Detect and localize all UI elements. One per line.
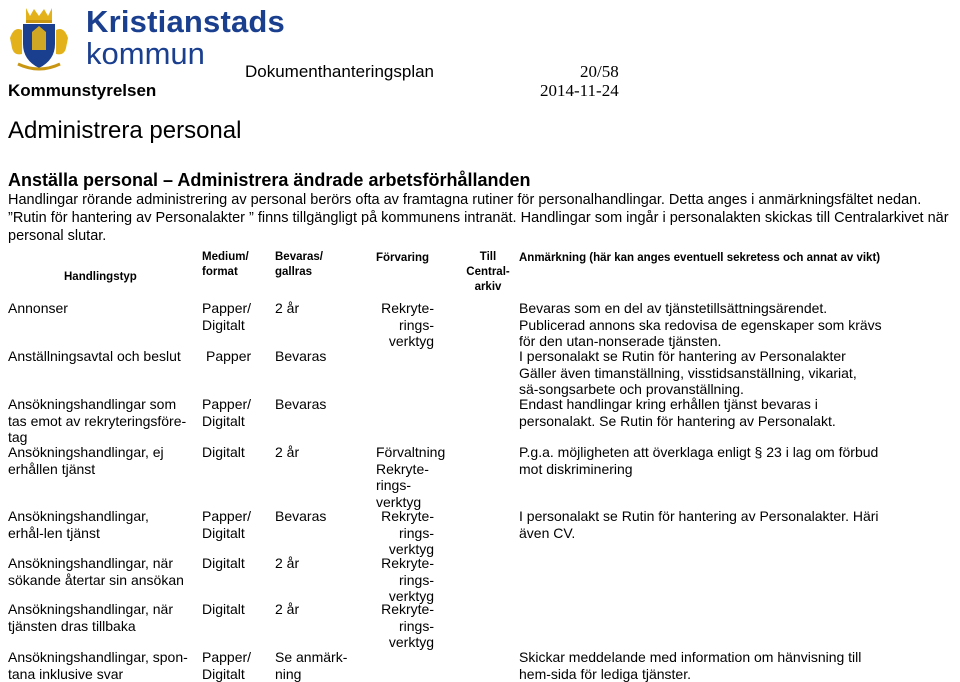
cell-type: Ansökningshandlingar, erhål-len tjänst [8,508,149,541]
cell-type: Ansökningshandlingar, spon-tana inklusive svar [8,649,188,682]
cell-note: Endast handlingar kring erhållen tjänst bevaras i personalakt. Se Rutin för hantering av Personalakt. [519,396,836,429]
cell-keep: 2 år [275,300,300,316]
cell-note: I personalakt se Rutin för hantering av Personalakter. Häri även CV. [519,508,879,541]
cell-keep: Bevaras [275,396,327,412]
cell-type: Anställningsavtal och beslut [8,348,181,364]
document-name: Dokumenthanteringsplan [245,62,435,81]
cell-type: Ansökningshandlingar, när tjänsten dras tillbaka [8,601,174,634]
cell-keep: 2 år [275,555,300,571]
document-date: 2014-11-24 [540,81,619,100]
cell-medium: Papper/ Digitalt [202,396,252,429]
cell-keep: Bevaras [275,348,327,364]
cell-medium: Papper/ Digitalt [202,508,252,541]
cell-medium: Papper/ Digitalt [202,649,252,682]
cell-storage: Rekryte-rings-verktyg [381,601,434,650]
cell-note: Skickar meddelande med information om hänvisning till hem-sida för lediga tjänster. [519,649,862,682]
cell-note: I personalakt se Rutin för hantering av Personalakter Gäller även timanställning, visstidsanställning, vikariat, sä-songsarbete och provanställning. [519,348,857,397]
page-number: 20/58 [580,62,619,81]
header-bevaras: Bevaras/ gallras [275,251,323,278]
header-handlingstyp: Handlingstyp [64,271,137,283]
cell-keep: Bevaras [275,508,327,524]
cell-storage: Rekryte-rings-verktyg [381,508,434,557]
header-anmarkning: Anmärkning (här kan anges eventuell sekretess och annat av vikt) [519,252,881,264]
header-centralarkiv: Till Central-arkiv [466,251,510,293]
cell-keep: 2 år [275,444,300,460]
cell-medium: Papper [206,348,252,364]
cell-storage: Rekryte-rings-verktyg [381,555,434,604]
cell-medium: Digitalt [202,555,245,571]
cell-storage: Förvaltning Rekryte-rings-verktyg [376,444,446,510]
kristianstad-coat-of-arms-icon [8,4,70,72]
cell-type: Annonser [8,300,68,316]
section-title: Anställa personal – Administrera ändrade arbetsförhållanden [8,170,531,190]
header-medium: Medium/ format [202,251,249,278]
cell-keep: Se anmärk-ning [275,649,348,682]
page-title: Administrera personal [8,117,242,144]
cell-type: Ansökningshandlingar, ej erhållen tjänst [8,444,164,477]
cell-note: P.g.a. möjligheten att överklaga enligt § 23 i lag om förbud mot diskriminering [519,444,879,477]
logo-line-2: kommun [86,36,205,71]
logo-line-1: Kristianstads [86,4,285,39]
cell-medium: Digitalt [202,601,245,617]
cell-note: Bevaras som en del av tjänstetillsättningsärendet. Publicerad annons ska redovisa de egenskaper som krävs för den utan-nonserade tjänsten. [519,300,882,349]
kristianstads-kommun-logo [86,6,285,69]
cell-keep: 2 år [275,601,300,617]
cell-type: Ansökningshandlingar som tas emot av rekryteringsföre-tag [8,396,187,445]
cell-medium: Papper/ Digitalt [202,300,252,333]
cell-medium: Digitalt [202,444,245,460]
cell-type: Ansökningshandlingar, när sökande återtar sin ansökan [8,555,184,588]
intro-paragraph: Handlingar rörande administrering av personal berörs ofta av framtagna rutiner för personalhandlingar. Detta anges i anmärkningsfältet nedan. ”Rutin för hantering av Personalakter ” finns tillgängligt på kommunens intranät. Handlingar som ingår i personalakten skickas till Centralarkivet när personal slutar. [8,192,949,244]
cell-storage: Rekryte-rings-verktyg [381,300,434,349]
department: Kommunstyrelsen [8,81,157,100]
header-forvaring: Förvaring [376,252,430,264]
